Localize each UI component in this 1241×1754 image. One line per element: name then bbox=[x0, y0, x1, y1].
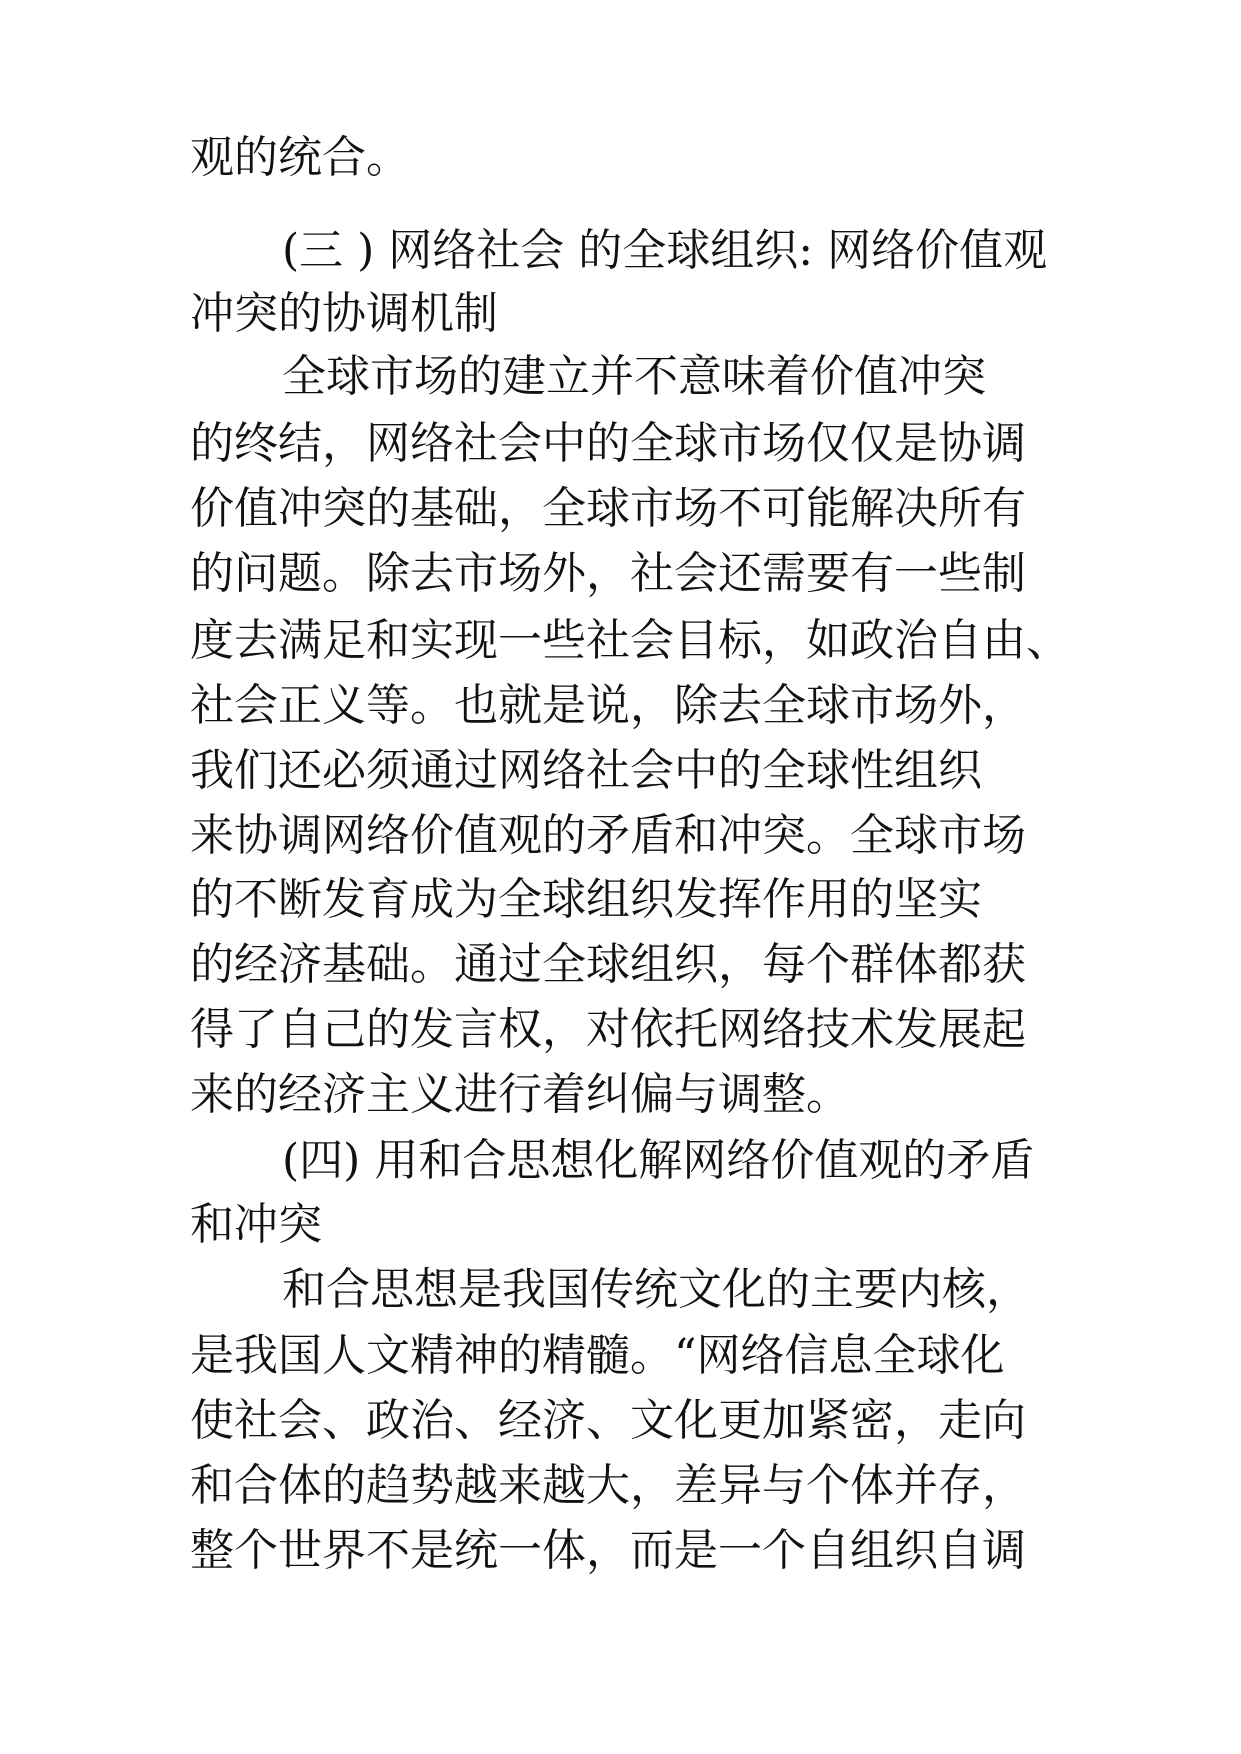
paragraph-line: 是我国人文精神的精髓。“网络信息全球化 bbox=[190, 1330, 1005, 1381]
paragraph-line: 价值冲突的基础，全球市场不可能解决所有 bbox=[190, 483, 1026, 534]
paragraph-line: 和合体的趋势越来越大，差异与个体并存， bbox=[190, 1460, 1026, 1511]
paragraph-line: 的终结，网络社会中的全球市场仅仅是协调 bbox=[190, 418, 1026, 469]
paragraph-line: 使社会、政治、经济、文化更加紧密，走向 bbox=[190, 1395, 1026, 1446]
paragraph-line: 我们还必须通过网络社会中的全球性组织 bbox=[190, 745, 982, 796]
paragraph-line: 的不断发育成为全球组织发挥作用的坚实 bbox=[190, 874, 982, 925]
paragraph-line: 全球市场的建立并不意味着价值冲突 bbox=[282, 351, 986, 402]
paragraph-line: 得了自己的发言权，对依托网络技术发展起 bbox=[190, 1004, 1026, 1055]
paragraph-line: 的经济基础。通过全球组织，每个群体都获 bbox=[190, 939, 1026, 990]
paragraph-line: 度去满足和实现一些社会目标，如政治自由、 bbox=[190, 615, 1070, 666]
paragraph-line: 整个世界不是统一体，而是一个自组织自调 bbox=[190, 1525, 1026, 1576]
section-heading: (四) 用和合思想化解网络价值观的矛盾 bbox=[282, 1135, 1035, 1186]
paragraph-line: 来的经济主义进行着纠偏与调整。 bbox=[190, 1069, 850, 1120]
paragraph-line: 来协调网络价值观的矛盾和冲突。全球市场 bbox=[190, 810, 1026, 861]
section-heading: 和冲突 bbox=[190, 1199, 322, 1250]
paragraph-line: 的问题。除去市场外，社会还需要有一些制 bbox=[190, 548, 1026, 599]
paragraph-line: 社会正义等。也就是说，除去全球市场外， bbox=[190, 680, 1026, 731]
text-line: 观的统合。 bbox=[190, 132, 410, 183]
section-heading: (三 ) 网络社会 的全球组织: 网络价值观 bbox=[282, 225, 1048, 276]
section-heading: 冲突的协调机制 bbox=[190, 288, 498, 339]
paragraph-line: 和合思想是我国传统文化的主要内核， bbox=[282, 1264, 1030, 1315]
